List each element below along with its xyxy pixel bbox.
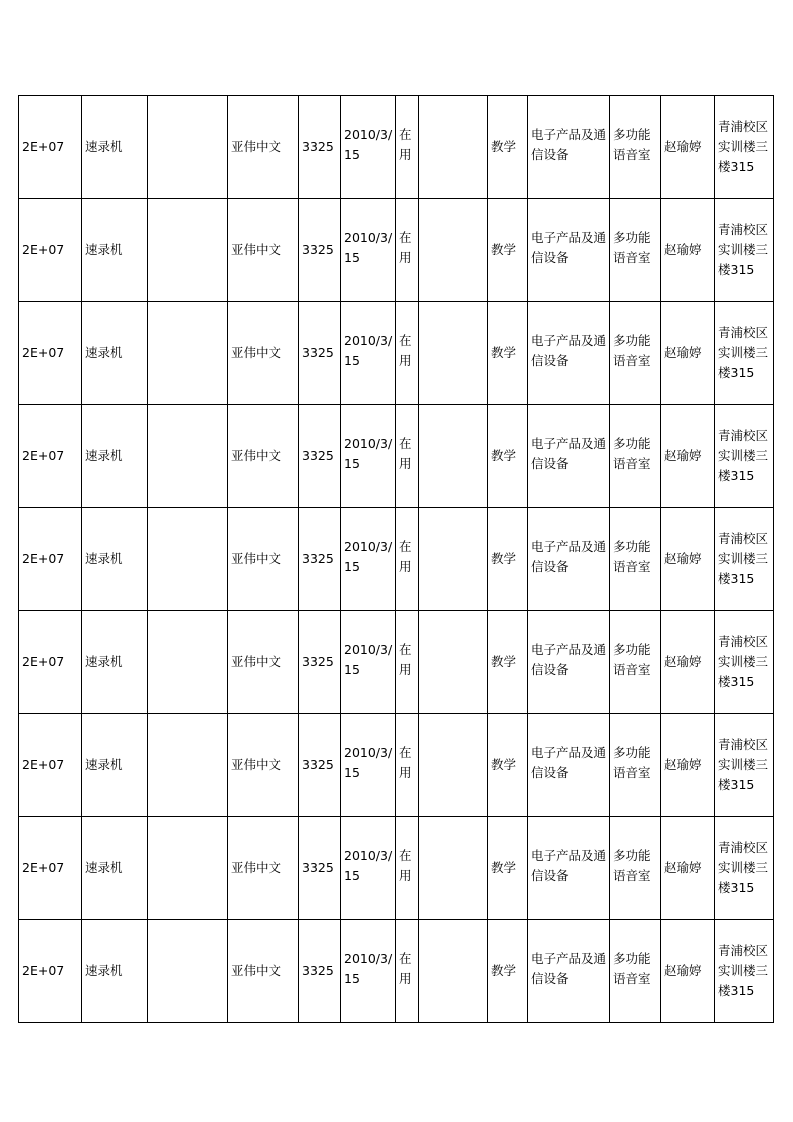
asset-id-cell: 2E+07	[19, 405, 82, 508]
asset-id-cell: 2E+07	[19, 714, 82, 817]
asset-keeper-cell: 赵瑜婷	[661, 508, 715, 611]
asset-category-cell: 电子产品及通信设备	[528, 302, 610, 405]
asset-id-cell: 2E+07	[19, 508, 82, 611]
asset-keeper-cell: 赵瑜婷	[661, 405, 715, 508]
asset-model-cell	[148, 96, 228, 199]
asset-status-cell: 在用	[396, 96, 419, 199]
asset-keeper-cell: 赵瑜婷	[661, 920, 715, 1023]
asset-model-cell	[148, 405, 228, 508]
asset-brand-cell: 亚伟中文	[228, 405, 299, 508]
asset-id-cell: 2E+07	[19, 199, 82, 302]
asset-name-cell: 速录机	[82, 96, 148, 199]
asset-id-cell: 2E+07	[19, 302, 82, 405]
asset-status-cell: 在用	[396, 920, 419, 1023]
asset-category-cell: 电子产品及通信设备	[528, 199, 610, 302]
asset-brand-cell: 亚伟中文	[228, 714, 299, 817]
asset-room-cell: 多功能语音室	[610, 611, 661, 714]
asset-name-cell: 速录机	[82, 920, 148, 1023]
asset-date-cell: 2010/3/15	[341, 508, 396, 611]
asset-price-cell: 3325	[299, 199, 341, 302]
asset-model-cell	[148, 920, 228, 1023]
asset-room-cell: 多功能语音室	[610, 508, 661, 611]
asset-name-cell: 速录机	[82, 817, 148, 920]
asset-blank-cell	[419, 714, 488, 817]
asset-date-cell: 2010/3/15	[341, 405, 396, 508]
asset-use-cell: 教学	[488, 611, 528, 714]
asset-status-cell: 在用	[396, 611, 419, 714]
asset-room-cell: 多功能语音室	[610, 920, 661, 1023]
asset-blank-cell	[419, 920, 488, 1023]
asset-blank-cell	[419, 96, 488, 199]
table-row	[19, 302, 774, 405]
asset-keeper-cell: 赵瑜婷	[661, 199, 715, 302]
asset-model-cell	[148, 508, 228, 611]
asset-use-cell: 教学	[488, 96, 528, 199]
asset-brand-cell: 亚伟中文	[228, 508, 299, 611]
table-row	[19, 96, 774, 199]
asset-category-cell: 电子产品及通信设备	[528, 96, 610, 199]
asset-keeper-cell: 赵瑜婷	[661, 817, 715, 920]
asset-brand-cell: 亚伟中文	[228, 611, 299, 714]
asset-use-cell: 教学	[488, 508, 528, 611]
asset-status-cell: 在用	[396, 817, 419, 920]
asset-id-cell: 2E+07	[19, 611, 82, 714]
table-row	[19, 817, 774, 920]
asset-location-cell: 青浦校区实训楼三楼315	[715, 817, 774, 920]
asset-model-cell	[148, 199, 228, 302]
asset-price-cell: 3325	[299, 817, 341, 920]
asset-room-cell: 多功能语音室	[610, 714, 661, 817]
asset-location-cell: 青浦校区实训楼三楼315	[715, 611, 774, 714]
asset-blank-cell	[419, 611, 488, 714]
asset-brand-cell: 亚伟中文	[228, 302, 299, 405]
asset-model-cell	[148, 611, 228, 714]
table-row	[19, 920, 774, 1023]
asset-id-cell: 2E+07	[19, 920, 82, 1023]
asset-keeper-cell: 赵瑜婷	[661, 714, 715, 817]
asset-keeper-cell: 赵瑜婷	[661, 302, 715, 405]
table-row	[19, 714, 774, 817]
table-row	[19, 611, 774, 714]
asset-name-cell: 速录机	[82, 508, 148, 611]
asset-room-cell: 多功能语音室	[610, 405, 661, 508]
asset-model-cell	[148, 817, 228, 920]
asset-room-cell: 多功能语音室	[610, 96, 661, 199]
asset-status-cell: 在用	[396, 714, 419, 817]
asset-blank-cell	[419, 817, 488, 920]
table-row	[19, 508, 774, 611]
asset-status-cell: 在用	[396, 199, 419, 302]
asset-price-cell: 3325	[299, 96, 341, 199]
asset-date-cell: 2010/3/15	[341, 611, 396, 714]
table-row	[19, 199, 774, 302]
asset-price-cell: 3325	[299, 508, 341, 611]
asset-category-cell: 电子产品及通信设备	[528, 920, 610, 1023]
asset-category-cell: 电子产品及通信设备	[528, 508, 610, 611]
asset-location-cell: 青浦校区实训楼三楼315	[715, 199, 774, 302]
asset-brand-cell: 亚伟中文	[228, 920, 299, 1023]
asset-blank-cell	[419, 302, 488, 405]
asset-name-cell: 速录机	[82, 199, 148, 302]
asset-room-cell: 多功能语音室	[610, 302, 661, 405]
asset-location-cell: 青浦校区实训楼三楼315	[715, 508, 774, 611]
asset-price-cell: 3325	[299, 611, 341, 714]
asset-status-cell: 在用	[396, 302, 419, 405]
asset-use-cell: 教学	[488, 920, 528, 1023]
asset-use-cell: 教学	[488, 817, 528, 920]
asset-date-cell: 2010/3/15	[341, 302, 396, 405]
asset-name-cell: 速录机	[82, 714, 148, 817]
table-row	[19, 405, 774, 508]
asset-category-cell: 电子产品及通信设备	[528, 611, 610, 714]
asset-model-cell	[148, 302, 228, 405]
asset-date-cell: 2010/3/15	[341, 199, 396, 302]
asset-location-cell: 青浦校区实训楼三楼315	[715, 920, 774, 1023]
asset-use-cell: 教学	[488, 405, 528, 508]
asset-blank-cell	[419, 199, 488, 302]
asset-room-cell: 多功能语音室	[610, 199, 661, 302]
asset-keeper-cell: 赵瑜婷	[661, 611, 715, 714]
asset-date-cell: 2010/3/15	[341, 714, 396, 817]
asset-brand-cell: 亚伟中文	[228, 96, 299, 199]
asset-category-cell: 电子产品及通信设备	[528, 405, 610, 508]
asset-brand-cell: 亚伟中文	[228, 817, 299, 920]
asset-keeper-cell: 赵瑜婷	[661, 96, 715, 199]
asset-table	[18, 95, 774, 1023]
asset-date-cell: 2010/3/15	[341, 96, 396, 199]
asset-status-cell: 在用	[396, 405, 419, 508]
asset-name-cell: 速录机	[82, 302, 148, 405]
asset-location-cell: 青浦校区实训楼三楼315	[715, 96, 774, 199]
asset-price-cell: 3325	[299, 714, 341, 817]
asset-use-cell: 教学	[488, 199, 528, 302]
asset-use-cell: 教学	[488, 302, 528, 405]
asset-use-cell: 教学	[488, 714, 528, 817]
asset-model-cell	[148, 714, 228, 817]
asset-location-cell: 青浦校区实训楼三楼315	[715, 405, 774, 508]
asset-location-cell: 青浦校区实训楼三楼315	[715, 302, 774, 405]
asset-name-cell: 速录机	[82, 611, 148, 714]
asset-brand-cell: 亚伟中文	[228, 199, 299, 302]
asset-id-cell: 2E+07	[19, 817, 82, 920]
asset-price-cell: 3325	[299, 920, 341, 1023]
asset-category-cell: 电子产品及通信设备	[528, 714, 610, 817]
asset-sheet	[18, 95, 774, 1023]
asset-category-cell: 电子产品及通信设备	[528, 817, 610, 920]
asset-price-cell: 3325	[299, 302, 341, 405]
asset-date-cell: 2010/3/15	[341, 817, 396, 920]
asset-id-cell: 2E+07	[19, 96, 82, 199]
asset-name-cell: 速录机	[82, 405, 148, 508]
asset-date-cell: 2010/3/15	[341, 920, 396, 1023]
asset-status-cell: 在用	[396, 508, 419, 611]
asset-blank-cell	[419, 508, 488, 611]
asset-room-cell: 多功能语音室	[610, 817, 661, 920]
asset-table-body	[19, 96, 774, 1023]
asset-location-cell: 青浦校区实训楼三楼315	[715, 714, 774, 817]
asset-price-cell: 3325	[299, 405, 341, 508]
asset-blank-cell	[419, 405, 488, 508]
